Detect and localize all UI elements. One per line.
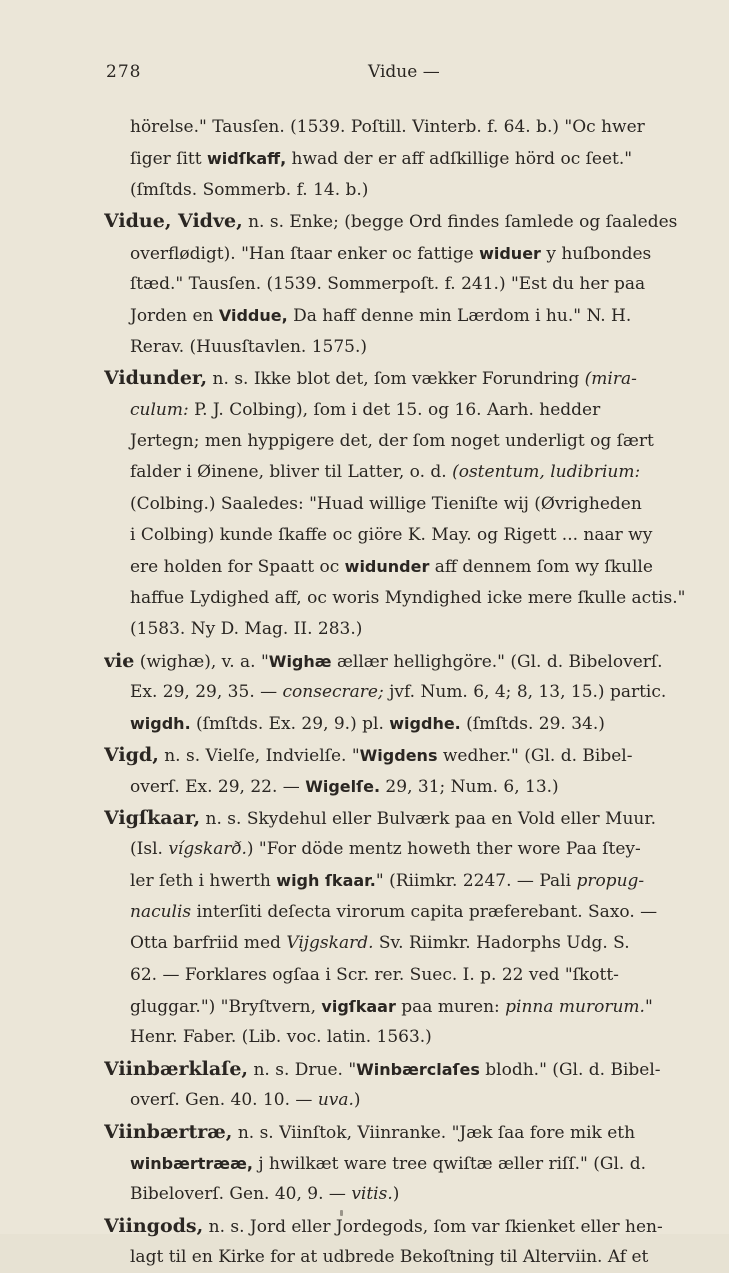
text-line [104, 1179, 704, 1210]
text-line [104, 928, 704, 959]
text-run: (ſmſtds. Ex. 29, 9.) pl. [190, 714, 390, 735]
italic-gloss: (mira- [584, 369, 637, 390]
text-run: aff dennem ſom wy ſkulle [429, 557, 653, 578]
text-run: n. s. Jord eller Jordegods, ſom var ſkienket eller hen- [203, 1216, 663, 1237]
text-line [104, 677, 704, 708]
text-line [104, 865, 704, 896]
text-run: lagt til en Kirke for at udbrede Bekoſtning til Alterviin. Af et [130, 1247, 649, 1268]
headword: Viinbærtræ, [104, 1120, 233, 1143]
italic-gloss: Vijgskard. [286, 933, 374, 954]
bold-citation: widuer [479, 243, 541, 263]
headword: Vidue, Vidve, [104, 210, 243, 233]
text-run: ler ſeth i hwerth [130, 871, 277, 892]
text-run: n. s. Ikke blot det, ſom vækker Forundring [207, 369, 585, 390]
text-line [104, 238, 704, 269]
text-run: ) [392, 1184, 400, 1205]
bold-citation: Viddue, [218, 306, 288, 326]
text-run: ællær hellighgöre." (Gl. d. Bibeloverſ. [331, 651, 663, 672]
text-line [104, 363, 704, 394]
text-line [104, 1148, 704, 1179]
bold-citation: vigſkaar [321, 996, 396, 1016]
text-run: (ſmſtds. Sommerb. f. 14. b.) [130, 179, 369, 200]
bold-citation: widunder [344, 557, 430, 577]
text-run: ſiger ſitt [130, 149, 207, 170]
text-line [104, 1117, 704, 1148]
text-run: n. s. Drue. " [248, 1059, 357, 1080]
text-run: P. J. Colbing), ſom i det 15. og 16. Aarh. hedder [188, 399, 601, 420]
text-run: n. s. Skydehul eller Bulværk paa en Vold eller Muur. [200, 808, 657, 829]
running-head: Vidue — [368, 62, 440, 82]
text-line [104, 708, 704, 739]
text-line [104, 583, 704, 614]
text-line [104, 646, 704, 677]
bold-citation: winbærtrææ, [130, 1153, 253, 1173]
text-run: " [644, 996, 653, 1017]
dictionary-body [104, 112, 704, 1273]
text-line [104, 1054, 704, 1085]
text-line [104, 300, 704, 331]
text-run: blodh." (Gl. d. Bibel- [479, 1059, 661, 1080]
bold-citation: Wighæ [268, 651, 332, 671]
text-line [104, 175, 704, 206]
italic-gloss: naculis [130, 901, 192, 922]
text-run: 29, 31; Num. 6, 13.) [380, 777, 559, 798]
headword: Vigſkaar, [104, 806, 201, 829]
text-line [104, 897, 704, 928]
text-run: n. s. Viinſtok, Viinranke. "Jæk ſaa fore mik eth [232, 1122, 636, 1143]
text-run: (ſmſtds. 29. 34.) [460, 714, 605, 735]
text-line [104, 740, 704, 771]
text-run: jvf. Num. 6, 4; 8, 13, 15.) partic. [383, 682, 667, 703]
text-run: Rerav. (Huusſtavlen. 1575.) [130, 336, 368, 357]
text-line [104, 803, 704, 834]
text-run: Bibeloverſ. Gen. 40, 9. — [130, 1184, 352, 1205]
text-line [104, 614, 704, 645]
text-line [104, 269, 704, 300]
text-line [104, 1022, 704, 1053]
text-run: n. s. Enke; (begge Ord findes ſamlede og ſaaledes [242, 212, 678, 233]
text-run: y huſbondes [540, 243, 652, 264]
print-speck [340, 1210, 343, 1216]
text-run: 62. — Forklares ogſaa i Scr. rer. Suec. I. p. 22 ved "ſkott- [130, 964, 619, 985]
italic-gloss: propug- [576, 871, 645, 892]
headword: Vigd, [104, 743, 159, 766]
text-run: i Colbing) kunde ſkaffe oc giöre K. May. og Rigett ... naar wy [130, 525, 653, 546]
text-run: falder i Øinene, bliver til Latter, o. d. [130, 462, 453, 483]
italic-gloss: culum: [130, 399, 189, 420]
text-run: overflødigt). "Han ſtaar enker oc fattige [130, 243, 480, 264]
headword: vie [104, 649, 135, 672]
text-line [104, 771, 704, 802]
text-run: Otta barfriid med [130, 933, 287, 954]
bold-citation: wigdhe. [389, 714, 461, 734]
text-line [104, 112, 704, 143]
text-run: ſtæd." Tausſen. (1539. Sommerpoſt. f. 241.) "Est du her paa [130, 273, 646, 294]
italic-gloss: pinna murorum. [505, 996, 645, 1017]
bold-citation: Wigdens [359, 745, 438, 765]
text-run: haffue Lydighed aff, oc woris Myndighed icke mere ſkulle actis." [130, 587, 686, 608]
text-run: gluggar.") "Bryſtvern, [130, 996, 322, 1017]
text-line [104, 1242, 704, 1273]
italic-gloss: (ostentum, ludibrium: [452, 462, 641, 483]
headword: Viinbærklaſe, [104, 1057, 249, 1080]
text-run: (Isl. [130, 838, 169, 859]
italic-gloss: consecrare; [282, 682, 384, 703]
italic-gloss: vígskarð. [168, 838, 247, 859]
text-line [104, 834, 704, 865]
text-run: ) "For döde mentz howeth ther wore Paa ſtey- [246, 838, 641, 859]
text-line [104, 206, 704, 237]
text-run: Henr. Faber. (Lib. voc. latin. 1563.) [130, 1027, 432, 1048]
text-line [104, 520, 704, 551]
bold-citation: widſkaff, [207, 149, 287, 169]
italic-gloss: vitis. [351, 1184, 393, 1205]
text-run: Jertegn; men hyppigere det, der ſom noget underligt og ſært [130, 430, 654, 451]
text-run: (wighæ), v. a. " [134, 651, 269, 672]
text-run: Sv. Riimkr. Hadorphs Udg. S. [373, 933, 630, 954]
text-run: Jorden en [130, 306, 219, 327]
text-line [104, 1085, 704, 1116]
text-run: interſiti deſecta virorum capita præferebant. Saxo. — [191, 901, 658, 922]
text-run: j hwilkæt ware tree qwiſtæ æller riſſ." (Gl. d. [252, 1153, 646, 1174]
text-run: Da haff denne min Lærdom i hu." N. H. [287, 306, 632, 327]
text-line [104, 1211, 704, 1242]
text-run: " (Riimkr. 2247. — Pali [375, 871, 577, 892]
text-run: ere holden for Spaatt oc [130, 557, 345, 578]
text-run: hörelse." Tausſen. (1539. Poſtill. Vinterb. f. 64. b.) "Oc hwer [130, 117, 645, 137]
text-line [104, 489, 704, 520]
text-run: wedher." (Gl. d. Bibel- [437, 745, 633, 766]
text-run: paa muren: [395, 996, 506, 1017]
bold-citation: Wigelſe. [305, 777, 381, 797]
text-run: n. s. Vielſe, Indvielſe. " [158, 745, 360, 766]
text-run: overſ. Gen. 40. 10. — [130, 1090, 318, 1111]
bold-citation: wigh ſkaar. [276, 871, 376, 891]
text-run: hwad der er aff adſkillige hörd oc ſeet." [286, 149, 633, 170]
text-run: Ex. 29, 29, 35. — [130, 682, 283, 703]
text-run: (Colbing.) Saaledes: "Huad willige Tieniſte wij (Øvrigheden [130, 493, 642, 514]
bold-citation: Winbærclaſes [356, 1059, 480, 1079]
headword: Viingods, [104, 1214, 204, 1237]
text-line [104, 960, 704, 991]
page-number: 278 [106, 62, 142, 82]
text-line [104, 332, 704, 363]
italic-gloss: uva. [317, 1090, 354, 1111]
text-line [104, 551, 704, 582]
text-line [104, 143, 704, 174]
text-run: ) [353, 1090, 361, 1111]
headword: Vidunder, [104, 367, 208, 390]
text-line [104, 457, 704, 488]
text-line [104, 991, 704, 1022]
text-line [104, 426, 704, 457]
text-run: overſ. Ex. 29, 22. — [130, 777, 306, 798]
text-run: (1583. Ny D. Mag. II. 283.) [130, 619, 363, 640]
text-line [104, 395, 704, 426]
bold-citation: wigdh. [130, 714, 191, 734]
